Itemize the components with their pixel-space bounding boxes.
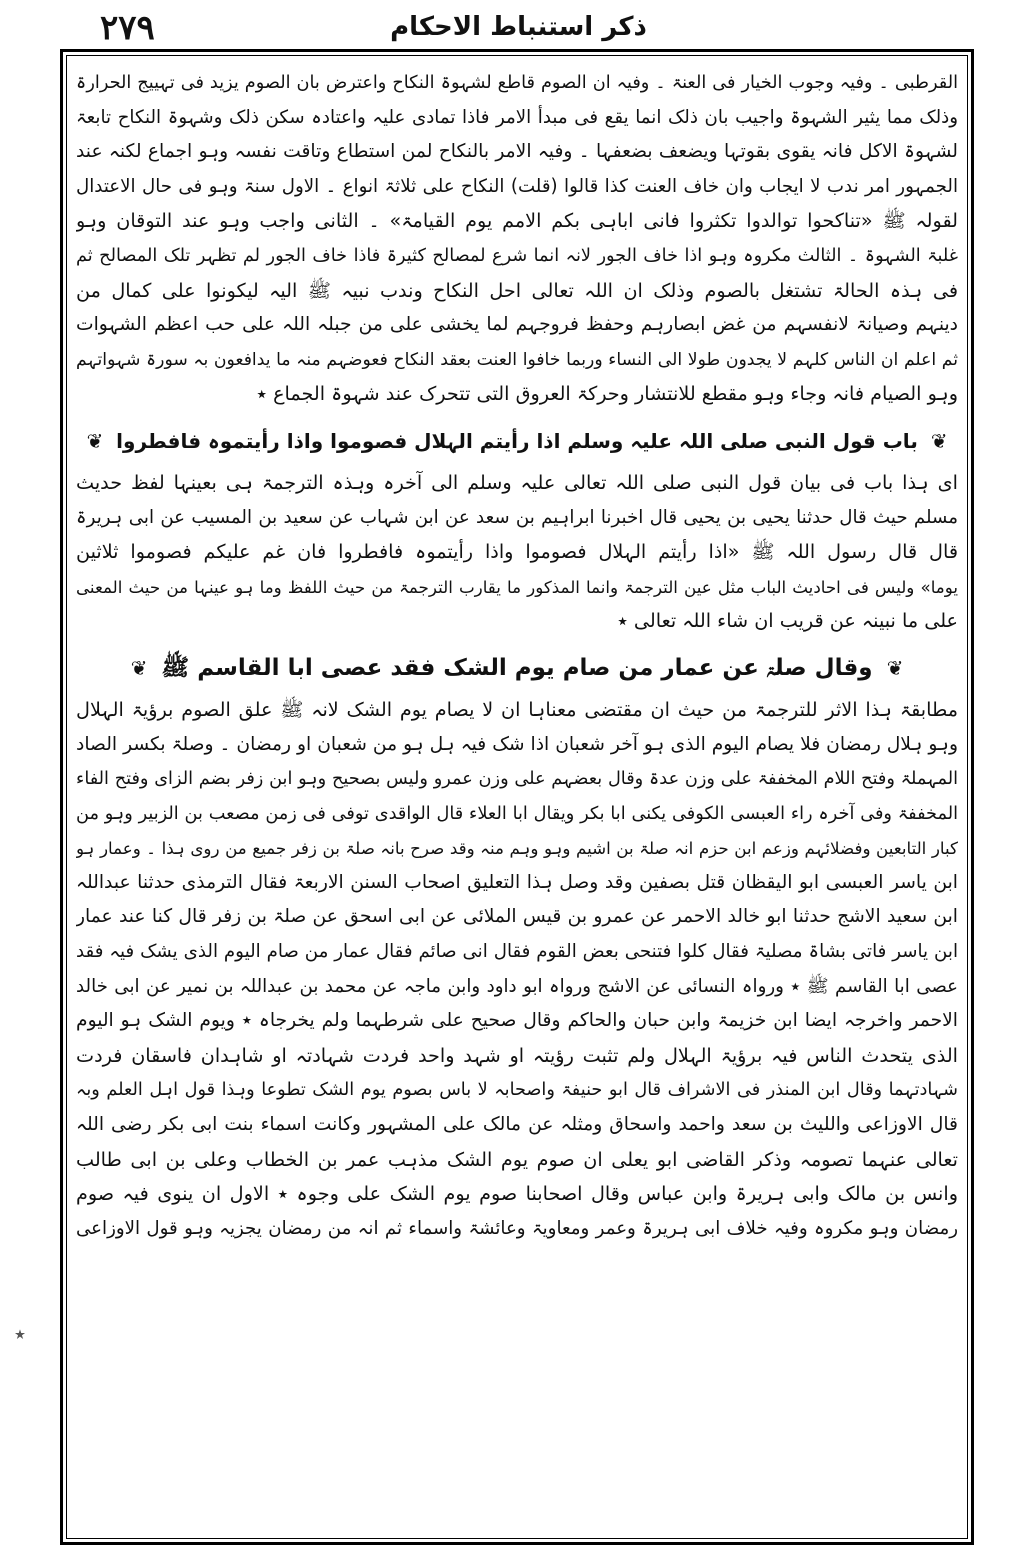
text-line: الذی یتحدث الناس فیہ برؤیۃ الہلال ولم تثبت رؤیتہ او شہد واحد فردت شہادتہ او شاہدان فاسقان فردت [76,1043,958,1067]
text-line: الجمہور امر ندب لا ایجاب وان خاف العنت کذا قالوا (قلت) النکاح علی ثلاثۃ انواع ۔ الاول سنۃ وہو فی حال الاعتدال [76,175,958,197]
text-line: ابن یاسر العبسی ابو الیقظان قتل بصفین وقد وصل ہذا التعلیق اصحاب السنن الاربعۃ فقال الترمذی حدثنا عبداللہ [76,871,958,893]
text-line: تعالی عنہما تصومہ وذکر القاضی ابو یعلی ان صوم یوم الشک مذہب عمر بن الخطاب وعلی بن ابی طالب [76,1147,958,1171]
text-line: فی ہذہ الحالۃ تشتغل بالصوم وذلک ان اللہ تعالی احل النکاح وندب نبیہ ﷺ الیہ لیکونوا علی کمال من [76,278,958,302]
text-line: یوما» ولیس فی احادیث الباب مثل عین الترجمۃ وانما المذکور ما یقارب الترجمۃ من حیث اللفظ وما ہو عینہا من حیث المعنی [76,576,958,597]
paragraph-commentary-1 [76,66,958,412]
chapter-heading-text: باب قول النبی صلی اللہ علیہ وسلم اذا رأیتم الہلال فصوموا واذا رأیتموہ فافطروا [116,428,918,453]
ornament-icon: ❦ [130,655,148,680]
text-line: وہو الصیام فانہ وجاء وہو مقطع للانتشار وحرکۃ العروق التی تتحرک عند شہوۃ الجماع ٭ [256,382,958,406]
ornament-icon: ❦ [886,655,904,680]
margin-mark: ٭ [14,1322,26,1347]
text-line: وانس بن مالک وابی ہریرۃ وابن عباس وقال اصحابنا صوم یوم الشک علی وجوہ ٭ الاول ان ینوی فیہ صوم [76,1182,958,1206]
page-header [60,8,977,48]
text-line: عصی ابا القاسم ﷺ ٭ ورواہ النسائی عن الاشج ورواہ ابو داود وابن ماجہ عن محمد بن عبداللہ بن نمیر عن ابی خالد [76,975,958,997]
text-line: لشہوۃ الاکل فانہ یقوی بقوتہا ویضعف بضعفہا ۔ وفیہ الامر بالنکاح لمن استطاع وتاقت نفسہ وہو اجماع لکنہ عند [76,141,958,163]
text-line: رمضان وہو مکروہ وفیہ خلاف ابی ہریرۃ وعمر ومعاویۃ وعائشۃ واسماء ثم انہ من رمضان یجزیہ وہو قول الاوزاعی [76,1217,958,1239]
text-line: ابن یاسر فاتی بشاۃ مصلیۃ فقال کلوا فتنحی بعض القوم فقال انی صائم فقال عمار من صام الیوم الذی یشک فیہ فقد [76,941,958,963]
running-title: ذکر استنباط الاحکام [390,12,647,42]
text-line: کبار التابعین وفضلائہم وزعم ابن حزم انہ صلۃ بن اشیم وہو وہم منہ وقد صرح بانہ صلۃ بن زفر جمیع من روی ہذا ۔ وعمار ہو [76,838,958,859]
text-line: الاحمر واخرجہ ایضا ابن خزیمۃ وابن حبان والحاکم وقال صحیح علی شرطہما ولم یخرجاہ ٭ ویوم الشک ہو الیوم [76,1010,958,1032]
text-line: ای ہذا باب فی بیان قول النبی صلی اللہ تعالی علیہ وسلم الی آخرہ وہذہ الترجمۃ ہی بعینہا لفظ حدیث [76,470,958,494]
paragraph-commentary-2 [76,466,958,639]
text-line: القرطبی ۔ وفیہ وجوب الخیار فی العنۃ ۔ وفیہ ان الصوم قاطع لشہوۃ النکاح واعترض بان الصوم یزید فی تہییج الحرارۃ [76,73,958,93]
text-line: مسلم حیث قال حدثنا یحیی بن یحیی قال اخبرنا ابراہیم بن سعد عن ابن شہاب عن سعید بن المسیب عن ابی ہریرۃ [76,506,958,528]
text-line: قال قال رسول اللہ ﷺ «اذا رأیتم الہلال فصوموا واذا رأیتموہ فافطروا فان غم علیکم فصوموا ثلاثین [76,540,958,564]
chapter-heading-bab [76,416,958,466]
ornament-icon: ❦ [86,428,104,453]
text-line: غلبۃ الشہوۃ ۔ الثالث مکروہ وہو اذا خاف الجور لانہ انما شرع لمصالح کثیرۃ فاذا خاف الجور لم تظہر تلک المصالح ثم [76,245,958,266]
paragraph-commentary-3 [76,693,958,1247]
text-line: المخففۃ وفی آخرہ راء العبسی الکوفی یکنی ابا بکر ویقال ابا العلاء قال الواقدی توفی فی زمن مصعب بن الزبیر وہو من [76,803,958,824]
text-line: ابن سعید الاشج حدثنا ابو خالد الاحمر عن عمرو بن قیس الملائی عن ابی اسحق عن صلۃ بن زفر قال کنا عند عمار [76,906,958,928]
text-line: لقولہ ﷺ «تناکحوا توالدوا تکثروا فانی اباہی بکم الامم یوم القیامۃ» ۔ الثانی واجب وہو عند التوقان وہو [76,209,958,233]
text-line: المہملۃ وفتح اللام المخففۃ علی وزن عدۃ وقال بعضہم علی وزن عمرو ولیس بصحیح وہو ابن زفر بضم الزای وفتح الفاء [76,769,958,790]
text-line: وہو ہلال رمضان فلا یصام الیوم الذی ہو آخر شعبان اذا شک فیہ ہل ہو من شعبان او رمضان ۔ وصلۃ بکسر الصاد [76,733,958,755]
ornament-icon: ❦ [930,428,948,453]
text-body [76,66,958,1526]
page-number: ۲۷۹ [100,8,155,48]
text-line: ثم اعلم ان الناس کلہم لا یجدون طولا الی النساء وربما خافوا العنت بعقد النکاح فعوضہم منہ ما یدافعون بہ سورۃ شہواتہم [76,349,958,370]
text-line: دینہم وصیانۃ لانفسہم من غض ابصارہم وحفظ فروجہم لما یخشی علی من جبلہ اللہ علی حب اعظم الشہوات [76,314,958,336]
text-line: مطابقۃ ہذا الاثر للترجمۃ من حیث ان مقتضی معناہا ان لا یصام یوم الشک لانہ ﷺ علق الصوم برؤیۃ الہلال [76,697,958,721]
text-line: علی ما نبینہ عن قریب ان شاء اللہ تعالی ٭ [617,609,958,633]
text-line: وذلک مما یثیر الشہوۃ واجیب بان ذلک انما یقع فی مبدأ الامر فاذا تمادی علیہ واعتادہ سکن ذلک وشہوۃ النکاح تابعۃ [76,106,958,128]
text-line: شہادتہما وقال ابن المنذر فی الاشراف قال ابو حنیفۃ واصحابہ لا باس بصوم یوم الشک تطوعا وہذا قول اہل العلم وبہ [76,1080,958,1101]
chapter-heading-athar [76,643,958,693]
chapter-heading-text: وقال صلۃ عن عمار من صام یوم الشک فقد عصی ابا القاسم ﷺ [161,654,873,681]
text-line: قال الاوزاعی واللیث بن سعد واحمد واسحاق ومثلہ عن مالک علی المشہور وکانت اسماء بنت ابی بکر رضی اللہ [76,1114,958,1136]
